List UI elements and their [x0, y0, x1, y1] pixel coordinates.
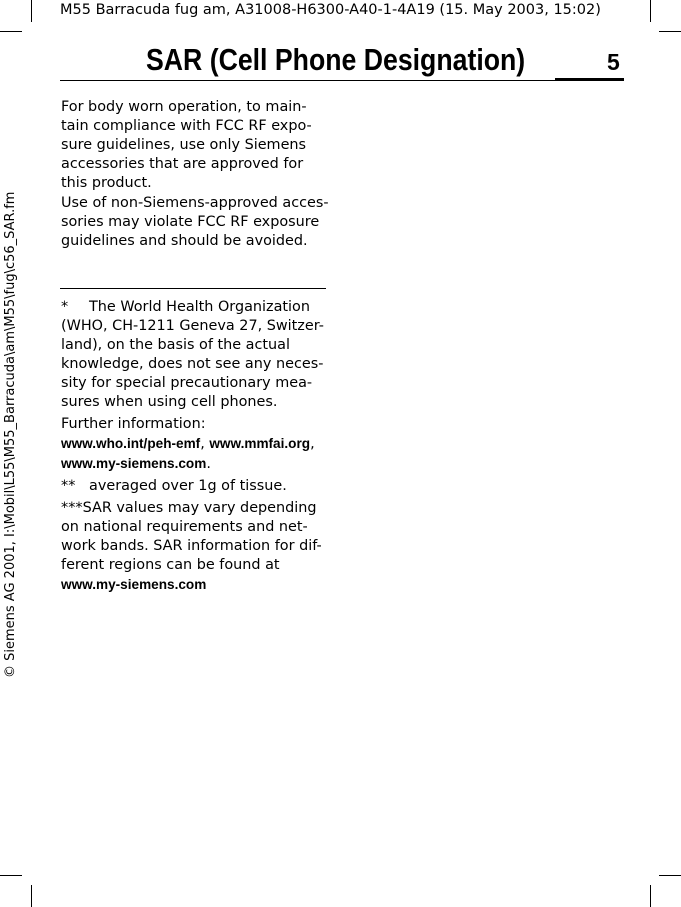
footnote-marker: ** [61, 478, 76, 494]
footnote-text: SAR values may vary depending on national requirements and net-work bands. SAR information for dif-ferent regions can be found at [61, 500, 322, 573]
footnote-text: averaged over 1g of tissue. [89, 478, 287, 494]
body-column [61, 98, 331, 251]
file-info-header: M55 Barracuda fug am, A31008-H6300-A40-1-4A19 (15. May 2003, 15:02) [60, 2, 601, 18]
page-number-rule [555, 78, 624, 81]
link-who[interactable]: www.who.int/peh-emf [61, 436, 201, 451]
body-paragraph: Use of non-Siemens-approved acces-sories may violate FCC RF exposure guidelines and should be avoided. [61, 195, 329, 249]
crop-mark [659, 875, 681, 876]
link-mmfai[interactable]: www.mmfai.org [209, 436, 311, 451]
link-siemens[interactable]: www.my-siemens.com [61, 456, 207, 471]
footnotes [61, 298, 331, 595]
crop-mark [659, 31, 681, 32]
link-siemens-2[interactable]: www.my-siemens.com [61, 577, 207, 592]
page-number: 5 [607, 49, 620, 75]
title-rule [60, 80, 624, 81]
further-info-label: Further information: [61, 416, 206, 432]
footnote-3 [61, 499, 331, 595]
footnote-marker: * [61, 299, 69, 315]
page-title: SAR (Cell Phone Designation) [146, 42, 526, 77]
footnote-1 [61, 298, 331, 412]
further-information: Further information: www.who.int/peh-emf, www.mmfai.org, www.my-siemens.com. [61, 416, 315, 472]
body-paragraph: For body worn operation, to main-tain compliance with FCC RF expo-sure guidelines, use only Siemens accessories that are approved for this product. [61, 99, 312, 191]
crop-mark [0, 31, 22, 32]
footnote-marker: *** [61, 500, 83, 516]
footnote-text: The World Health Organization (WHO, CH-1211 Geneva 27, Switzer-land), on the basis of the actual knowledge, does not see any neces-sity for special precautionary mea-sures when using cell phones. [61, 299, 324, 410]
copyright-sidebar: © Siemens AG 2001, I:\Mobil\L55\M55_Barracuda\am\M55\fug\c56_SAR.fm [3, 191, 18, 678]
crop-mark [0, 875, 22, 876]
crop-mark [31, 0, 32, 22]
footnote-rule [60, 288, 326, 289]
footnote-2 [61, 477, 331, 496]
crop-mark [650, 0, 651, 22]
crop-mark [650, 885, 651, 907]
crop-mark [31, 885, 32, 907]
